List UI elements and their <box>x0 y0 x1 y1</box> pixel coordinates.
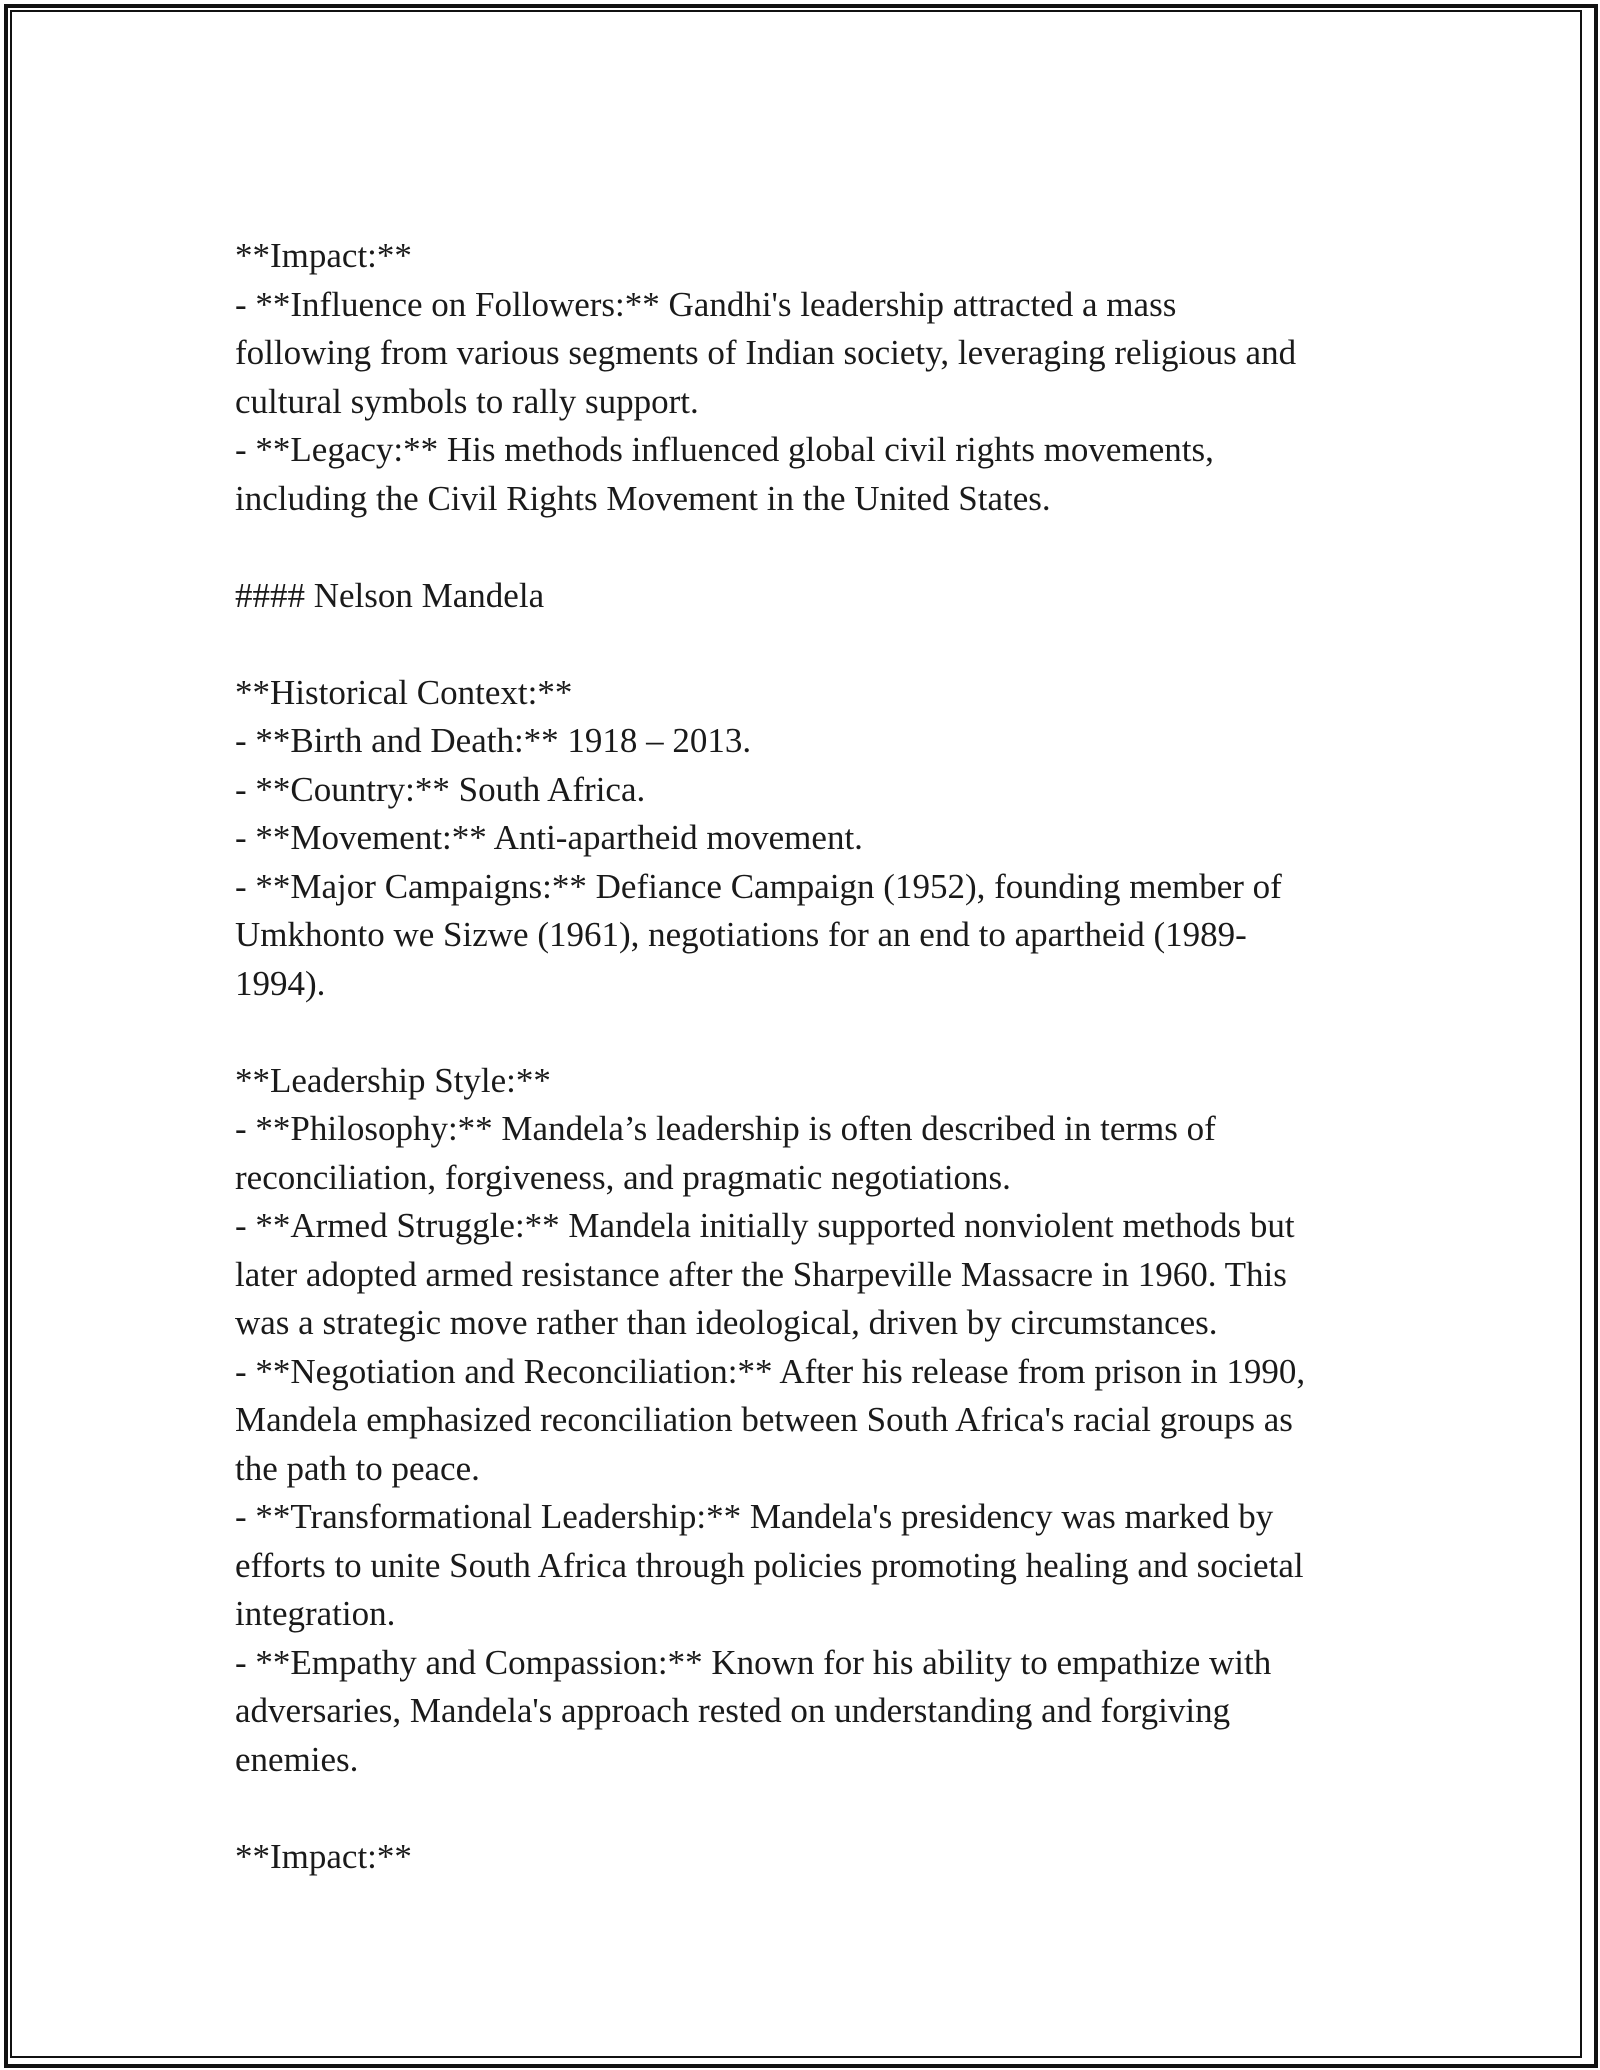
text-line: 1994). <box>235 963 326 1003</box>
blank-line <box>235 620 1365 669</box>
text-line: enemies. <box>235 1739 359 1779</box>
text-line: Umkhonto we Sizwe (1961), negotiations for an end to apartheid (1989- <box>235 915 1247 954</box>
section-heading: #### Nelson Mandela <box>235 575 545 615</box>
text-line: Mandela emphasized reconciliation between South Africa's racial groups as <box>235 1400 1293 1439</box>
text-line: - **Legacy:** His methods influenced global civil rights movements, <box>235 430 1214 469</box>
text-line: **Impact:** <box>235 1836 412 1876</box>
text-line: **Impact:** <box>235 236 412 275</box>
document-body <box>235 232 1365 1881</box>
text-line: was a strategic move rather than ideological, driven by circumstances. <box>235 1303 1218 1342</box>
text-line: including the Civil Rights Movement in the United States. <box>235 478 1051 518</box>
text-line: **Historical Context:** <box>235 672 573 712</box>
text-line: reconciliation, forgiveness, and pragmatic negotiations. <box>235 1157 1011 1197</box>
text-line: - **Major Campaigns:** Defiance Campaign (1952), founding member of <box>235 866 1282 906</box>
text-line: - **Country:** South Africa. <box>235 769 646 809</box>
blank-line <box>235 523 1365 572</box>
text-line: efforts to unite South Africa through policies promoting healing and societal <box>235 1545 1304 1585</box>
text-line: - **Armed Struggle:** Mandela initially supported nonviolent methods but <box>235 1206 1295 1245</box>
text-line: later adopted armed resistance after the Sharpeville Massacre in 1960. This <box>235 1254 1287 1294</box>
text-line: - **Movement:** Anti-apartheid movement. <box>235 818 863 857</box>
blank-line <box>235 1008 1365 1057</box>
text-line: - **Empathy and Compassion:** Known for his ability to empathize with <box>235 1642 1272 1682</box>
text-line: - **Birth and Death:** 1918 – 2013. <box>235 721 752 760</box>
text-line: cultural symbols to rally support. <box>235 381 699 421</box>
text-line: - **Philosophy:** Mandela’s leadership is often described in terms of <box>235 1109 1216 1148</box>
text-line: - **Influence on Followers:** Gandhi's leadership attracted a mass <box>235 284 1177 324</box>
text-line: **Leadership Style:** <box>235 1060 551 1100</box>
text-line: - **Transformational Leadership:** Mandela's presidency was marked by <box>235 1497 1274 1536</box>
text-line: following from various segments of Indian society, leveraging religious and <box>235 333 1297 372</box>
text-line: integration. <box>235 1594 396 1633</box>
blank-line <box>235 1784 1365 1833</box>
text-line: - **Negotiation and Reconciliation:** After his release from prison in 1990, <box>235 1351 1306 1391</box>
text-line: adversaries, Mandela's approach rested on understanding and forgiving <box>235 1691 1231 1730</box>
text-line: the path to peace. <box>235 1448 480 1488</box>
